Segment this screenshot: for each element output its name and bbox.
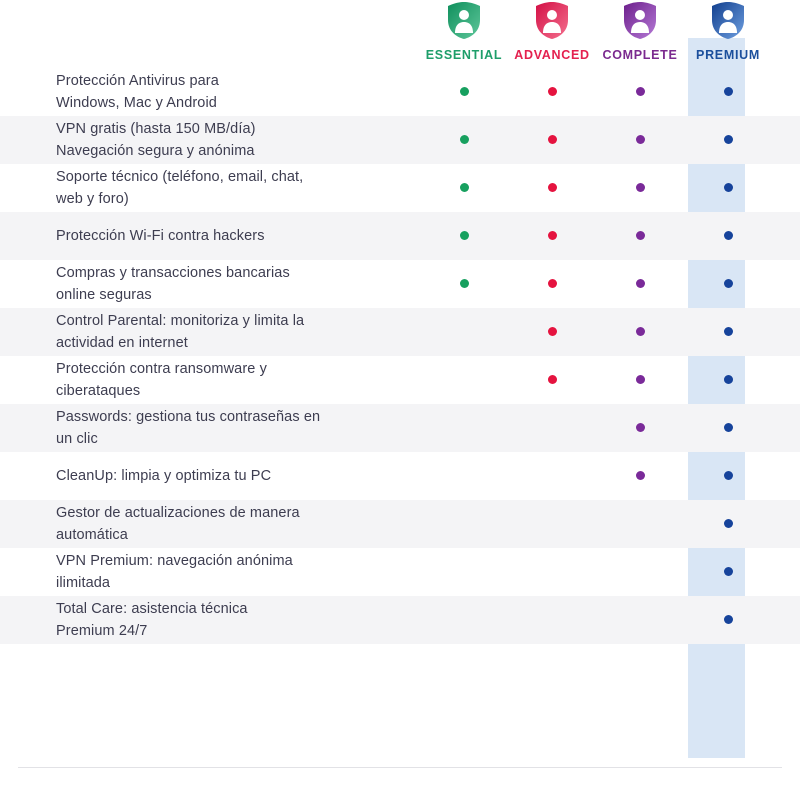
row-right-pad: [772, 452, 800, 500]
cell-advanced: [508, 548, 596, 596]
included-dot-premium: [724, 423, 733, 432]
table-row: [0, 212, 800, 260]
included-dot-advanced: [548, 375, 557, 384]
cell-premium: [684, 116, 772, 164]
plan-header-complete: [596, 0, 684, 68]
included-dot-advanced: [548, 327, 557, 336]
cell-complete: [596, 500, 684, 548]
feature-line-2: Premium 24/7: [56, 623, 148, 639]
cell-advanced: [508, 68, 596, 116]
included-dot-complete: [636, 183, 645, 192]
feature-label: [0, 548, 420, 596]
included-dot-premium: [724, 519, 733, 528]
cell-essential: [420, 116, 508, 164]
plan-label-essential: ESSENTIAL: [425, 48, 503, 62]
included-dot-premium: [724, 375, 733, 384]
cell-advanced: [508, 500, 596, 548]
feature-label: [0, 212, 420, 260]
feature-line-1: Protección Wi-Fi contra hackers: [56, 227, 265, 244]
row-right-pad: [772, 308, 800, 356]
cell-premium: [684, 308, 772, 356]
row-right-pad: [772, 548, 800, 596]
plan-header-premium: [684, 0, 772, 68]
feature-label: [0, 596, 420, 644]
cell-premium: [684, 260, 772, 308]
feature-line-1: Passwords: gestiona tus contraseñas en: [56, 408, 321, 425]
included-dot-essential: [460, 231, 469, 240]
feature-line-2: un clic: [56, 431, 98, 447]
cell-advanced: [508, 452, 596, 500]
feature-line-2: online seguras: [56, 287, 152, 303]
cell-advanced: [508, 116, 596, 164]
cell-complete: [596, 308, 684, 356]
shield-person-icon-premium: [708, 0, 748, 40]
row-right-pad: [772, 164, 800, 212]
cell-premium: [684, 356, 772, 404]
cell-essential: [420, 308, 508, 356]
included-dot-premium: [724, 183, 733, 192]
cell-advanced: [508, 212, 596, 260]
cell-premium: [684, 596, 772, 644]
included-dot-premium: [724, 87, 733, 96]
cell-premium: [684, 500, 772, 548]
included-dot-essential: [460, 87, 469, 96]
included-dot-complete: [636, 135, 645, 144]
plan-header-advanced: [508, 0, 596, 68]
feature-line-2: Navegación segura y anónima: [56, 143, 255, 159]
feature-line-2: automática: [56, 527, 128, 543]
row-right-pad: [772, 116, 800, 164]
cell-essential: [420, 356, 508, 404]
cell-premium: [684, 212, 772, 260]
included-dot-premium: [724, 327, 733, 336]
included-dot-complete: [636, 327, 645, 336]
feature-line-1: VPN gratis (hasta 150 MB/día): [56, 120, 256, 137]
plan-header-essential: [420, 0, 508, 68]
feature-line-1: Total Care: asistencia técnica: [56, 600, 248, 617]
feature-line-2: Windows, Mac y Android: [56, 95, 217, 111]
table-row: [0, 548, 800, 596]
table-row: [0, 404, 800, 452]
included-dot-complete: [636, 231, 645, 240]
feature-label: [0, 452, 420, 500]
cell-complete: [596, 404, 684, 452]
feature-line-2: web y foro): [56, 191, 129, 207]
table-row: [0, 164, 800, 212]
cell-premium: [684, 164, 772, 212]
shield-person-icon-advanced: [532, 0, 572, 40]
included-dot-premium: [724, 471, 733, 480]
included-dot-complete: [636, 423, 645, 432]
feature-line-1: Gestor de actualizaciones de manera: [56, 504, 300, 521]
row-right-pad: [772, 212, 800, 260]
feature-line-2: ciberataques: [56, 383, 141, 399]
shield-person-icon-complete: [620, 0, 660, 40]
plan-label-advanced: ADVANCED: [514, 48, 590, 62]
included-dot-premium: [724, 231, 733, 240]
table-row: [0, 356, 800, 404]
feature-label: [0, 68, 420, 116]
cell-essential: [420, 404, 508, 452]
table-row: [0, 596, 800, 644]
row-right-pad: [772, 260, 800, 308]
row-right-pad: [772, 500, 800, 548]
cell-premium: [684, 452, 772, 500]
included-dot-complete: [636, 279, 645, 288]
cell-complete: [596, 212, 684, 260]
table-row: [0, 452, 800, 500]
feature-label: [0, 356, 420, 404]
row-right-pad: [772, 596, 800, 644]
table-row: [0, 116, 800, 164]
included-dot-complete: [636, 87, 645, 96]
cell-essential: [420, 500, 508, 548]
included-dot-advanced: [548, 135, 557, 144]
cell-complete: [596, 548, 684, 596]
cell-premium: [684, 404, 772, 452]
feature-line-2: ilimitada: [56, 575, 111, 591]
feature-line-1: Protección contra ransomware y: [56, 360, 267, 377]
cell-essential: [420, 452, 508, 500]
cell-complete: [596, 260, 684, 308]
feature-line-1: Soporte técnico (teléfono, email, chat,: [56, 168, 304, 185]
included-dot-premium: [724, 279, 733, 288]
cell-essential: [420, 164, 508, 212]
cell-essential: [420, 68, 508, 116]
feature-line-2: actividad en internet: [56, 335, 188, 351]
included-dot-essential: [460, 183, 469, 192]
cell-essential: [420, 260, 508, 308]
matrix-header: [0, 0, 800, 68]
cell-complete: [596, 68, 684, 116]
cell-advanced: [508, 596, 596, 644]
cell-essential: [420, 212, 508, 260]
feature-line-1: Protección Antivirus para: [56, 72, 219, 89]
header-spacer: [0, 0, 420, 68]
shield-person-icon-essential: [444, 0, 484, 40]
cell-essential: [420, 548, 508, 596]
feature-line-1: VPN Premium: navegación anónima: [56, 552, 293, 569]
included-dot-advanced: [548, 231, 557, 240]
cell-complete: [596, 164, 684, 212]
row-right-pad: [772, 404, 800, 452]
cell-advanced: [508, 260, 596, 308]
cell-advanced: [508, 404, 596, 452]
included-dot-essential: [460, 279, 469, 288]
plan-label-complete: COMPLETE: [602, 48, 678, 62]
included-dot-premium: [724, 567, 733, 576]
cell-essential: [420, 596, 508, 644]
table-row: [0, 308, 800, 356]
cell-complete: [596, 452, 684, 500]
included-dot-advanced: [548, 87, 557, 96]
cell-advanced: [508, 164, 596, 212]
feature-label: [0, 308, 420, 356]
included-dot-advanced: [548, 279, 557, 288]
feature-label: [0, 116, 420, 164]
row-right-pad: [772, 68, 800, 116]
included-dot-complete: [636, 375, 645, 384]
included-dot-complete: [636, 471, 645, 480]
table-row: [0, 260, 800, 308]
header-right-pad: [772, 0, 800, 68]
cell-complete: [596, 356, 684, 404]
feature-line-1: Control Parental: monitoriza y limita la: [56, 312, 305, 329]
cell-complete: [596, 116, 684, 164]
bottom-divider: [18, 767, 782, 768]
matrix-body: [0, 68, 800, 644]
cell-complete: [596, 596, 684, 644]
feature-line-1: CleanUp: limpia y optimiza tu PC: [56, 467, 272, 484]
cell-advanced: [508, 308, 596, 356]
included-dot-essential: [460, 135, 469, 144]
cell-advanced: [508, 356, 596, 404]
feature-label: [0, 164, 420, 212]
cell-premium: [684, 68, 772, 116]
feature-line-1: Compras y transacciones bancarias: [56, 264, 290, 281]
feature-label: [0, 404, 420, 452]
included-dot-premium: [724, 135, 733, 144]
cell-premium: [684, 548, 772, 596]
feature-label: [0, 500, 420, 548]
feature-label: [0, 260, 420, 308]
plan-label-premium: PREMIUM: [696, 48, 760, 62]
included-dot-advanced: [548, 183, 557, 192]
included-dot-premium: [724, 615, 733, 624]
table-row: [0, 500, 800, 548]
table-row: [0, 68, 800, 116]
row-right-pad: [772, 356, 800, 404]
